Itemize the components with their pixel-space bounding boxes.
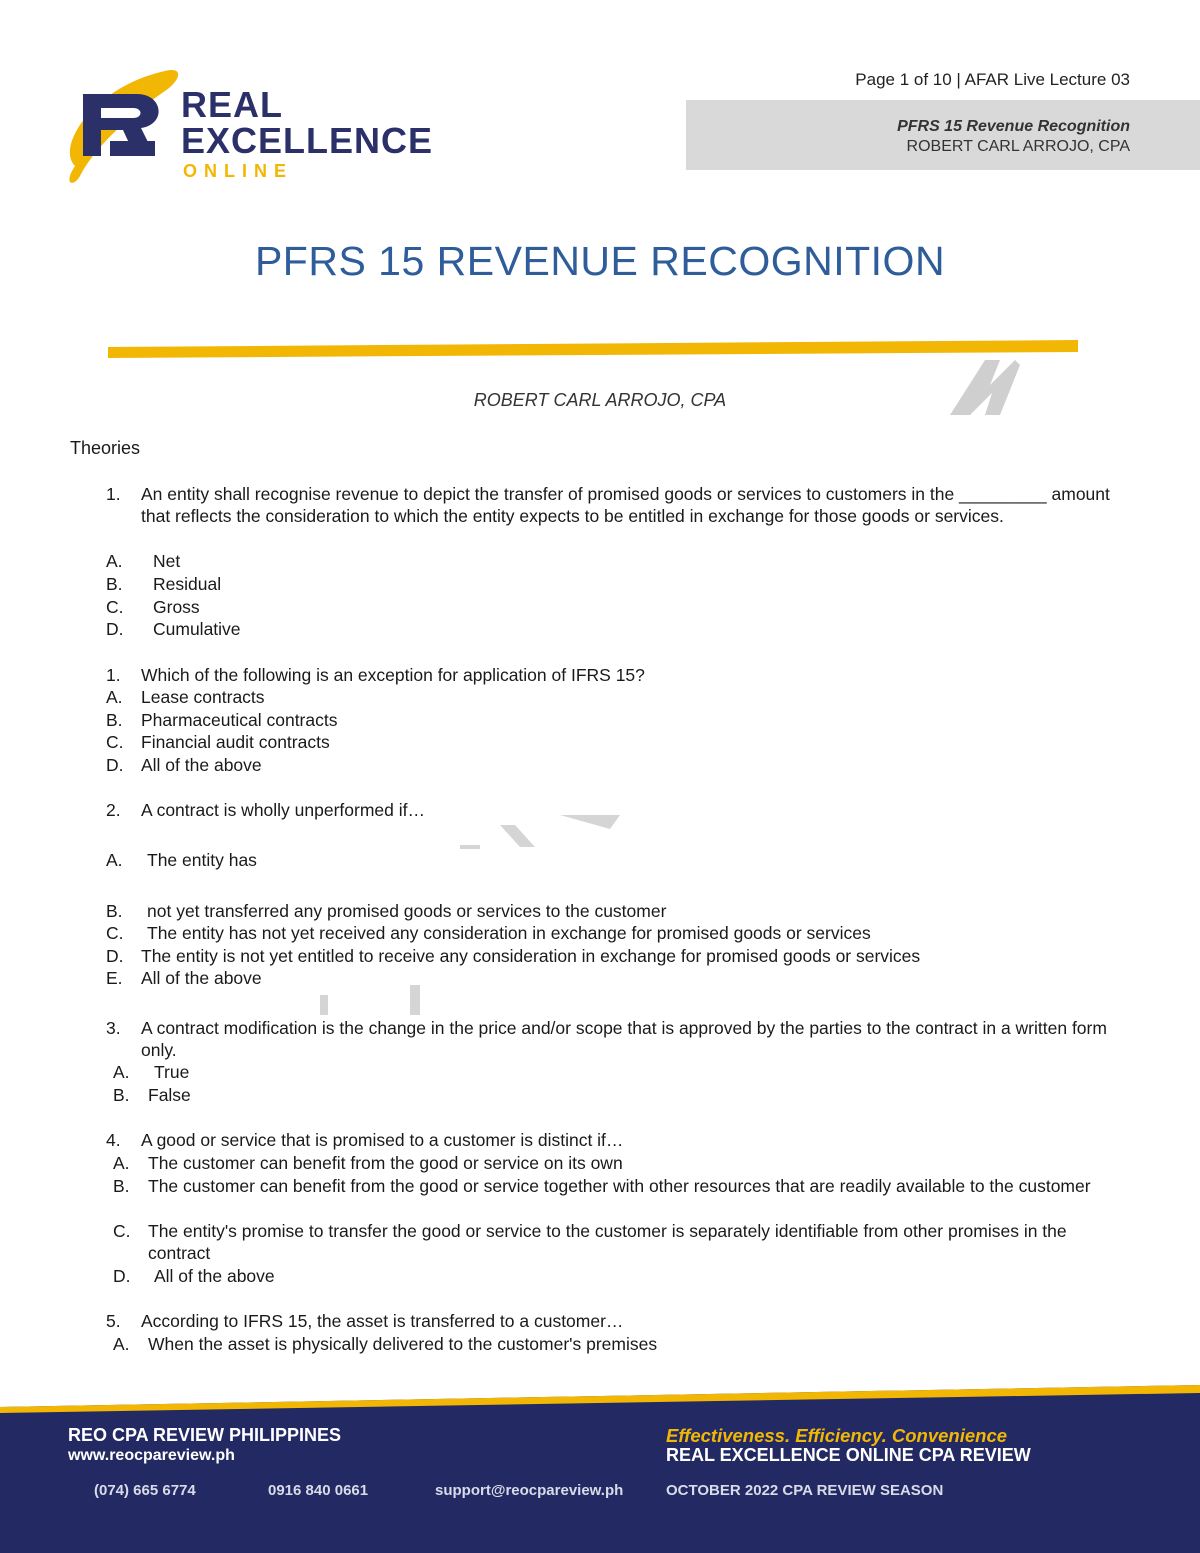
option-text: False xyxy=(148,1085,191,1105)
question-text: A good or service that is promised to a customer is distinct if… xyxy=(141,1130,624,1150)
option-text: All of the above xyxy=(154,1266,275,1286)
question-text: According to IFRS 15, the asset is transferred to a customer… xyxy=(141,1311,624,1331)
watermark-fragment-icon xyxy=(460,815,630,855)
option-text: The entity has xyxy=(147,850,257,870)
option-text: All of the above xyxy=(141,755,262,775)
option-letter: A. xyxy=(113,1334,130,1354)
option-text: The entity has not yet received any consideration in exchange for promised goods or services xyxy=(147,923,871,943)
option-letter: C. xyxy=(106,732,124,752)
section-heading: Theories xyxy=(70,438,141,458)
footer-email-link[interactable]: support@reocpareview.ph xyxy=(435,1482,624,1499)
option-letter: D. xyxy=(106,619,124,639)
footer-background xyxy=(0,1385,1200,1553)
option-text: The customer can benefit from the good or service together with other resources that are readily available to the customer xyxy=(148,1176,1091,1196)
header-topic: PFRS 15 Revenue Recognition xyxy=(897,118,1130,135)
option-letter: D. xyxy=(113,1266,131,1286)
question-number: 2. xyxy=(106,800,121,820)
footer-season: OCTOBER 2022 CPA REVIEW SEASON xyxy=(666,1482,944,1499)
option-letter: B. xyxy=(113,1176,130,1196)
option-text: When the asset is physically delivered to the customer's premises xyxy=(148,1334,658,1354)
footer-tagline: Effectiveness. Efficiency. Convenience xyxy=(666,1425,1008,1446)
page-title: PFRS 15 REVENUE RECOGNITION xyxy=(254,238,946,284)
question-text: A contract modification is the change in the price and/or scope that is approved by the parties to the contract in a written form only. xyxy=(141,1018,1107,1060)
option-text: Net xyxy=(153,551,181,571)
option-letter: D. xyxy=(106,755,124,775)
option-letter: D. xyxy=(106,946,124,966)
option-letter: B. xyxy=(106,574,123,594)
author-line: ROBERT CARL ARROJO, CPA xyxy=(473,390,727,410)
option-text: Gross xyxy=(153,597,200,617)
footer-phone-landline: (074) 665 6774 xyxy=(94,1482,196,1499)
option-letter: A. xyxy=(113,1153,130,1173)
page-footer xyxy=(0,1385,1200,1553)
option-text: The entity's promise to transfer the good or service to the customer is separately identifiable from other promises in the contract xyxy=(148,1221,1067,1263)
question-number: 1. xyxy=(106,484,121,504)
question-text: Which of the following is an exception for application of IFRS 15? xyxy=(141,665,645,685)
option-letter: A. xyxy=(113,1062,130,1082)
footer-org-name: REO CPA REVIEW PHILIPPINES xyxy=(68,1425,342,1445)
option-text: All of the above xyxy=(141,968,262,988)
title-underline-bar xyxy=(108,340,1080,360)
footer-phone-mobile: 0916 840 0661 xyxy=(268,1482,369,1499)
question-number: 4. xyxy=(106,1130,121,1150)
option-letter: C. xyxy=(113,1221,131,1241)
option-text: The entity is not yet entitled to receive any consideration in exchange for promised goods or services xyxy=(141,946,921,966)
option-letter: B. xyxy=(113,1085,130,1105)
option-letter: C. xyxy=(106,923,124,943)
header-author: ROBERT CARL ARROJO, CPA xyxy=(906,138,1130,155)
brand-logo xyxy=(55,66,475,191)
footer-brand: REAL EXCELLENCE ONLINE CPA REVIEW xyxy=(666,1445,1031,1465)
question-number: 1. xyxy=(106,665,121,685)
footer-website-link[interactable]: www.reocpareview.ph xyxy=(68,1447,235,1464)
option-letter: B. xyxy=(106,710,123,730)
option-letter: A. xyxy=(106,551,123,571)
question-text: An entity shall recognise revenue to depict the transfer of promised goods or services to customers in the _________ amount that reflects the consideration to which the entity expects to be entitled in exchange for those goods or services. xyxy=(141,484,1110,526)
option-text: Residual xyxy=(153,574,222,594)
option-text: not yet transferred any promised goods or services to the customer xyxy=(147,901,667,921)
option-letter: E. xyxy=(106,968,123,988)
option-text: Pharmaceutical contracts xyxy=(141,710,338,730)
option-text: Lease contracts xyxy=(141,687,265,707)
option-text: Cumulative xyxy=(153,619,241,639)
logo-emblem-icon xyxy=(55,66,195,191)
option-letter: A. xyxy=(106,850,123,870)
logo-text-real: REAL xyxy=(181,84,283,125)
logo-text-online: ONLINE xyxy=(183,161,294,181)
option-letter: A. xyxy=(106,687,123,707)
page-info: Page 1 of 10 | AFAR Live Lecture 03 xyxy=(855,70,1130,89)
logo-text-excellence: EXCELLENCE xyxy=(181,120,434,161)
option-letter: B. xyxy=(106,901,123,921)
question-text: A contract is wholly unperformed if… xyxy=(141,800,426,820)
question-number: 5. xyxy=(106,1311,121,1331)
option-text: The customer can benefit from the good or service on its own xyxy=(148,1153,623,1173)
question-number: 3. xyxy=(106,1018,121,1038)
option-letter: C. xyxy=(106,597,124,617)
option-text: True xyxy=(154,1062,190,1082)
option-text: Financial audit contracts xyxy=(141,732,330,752)
